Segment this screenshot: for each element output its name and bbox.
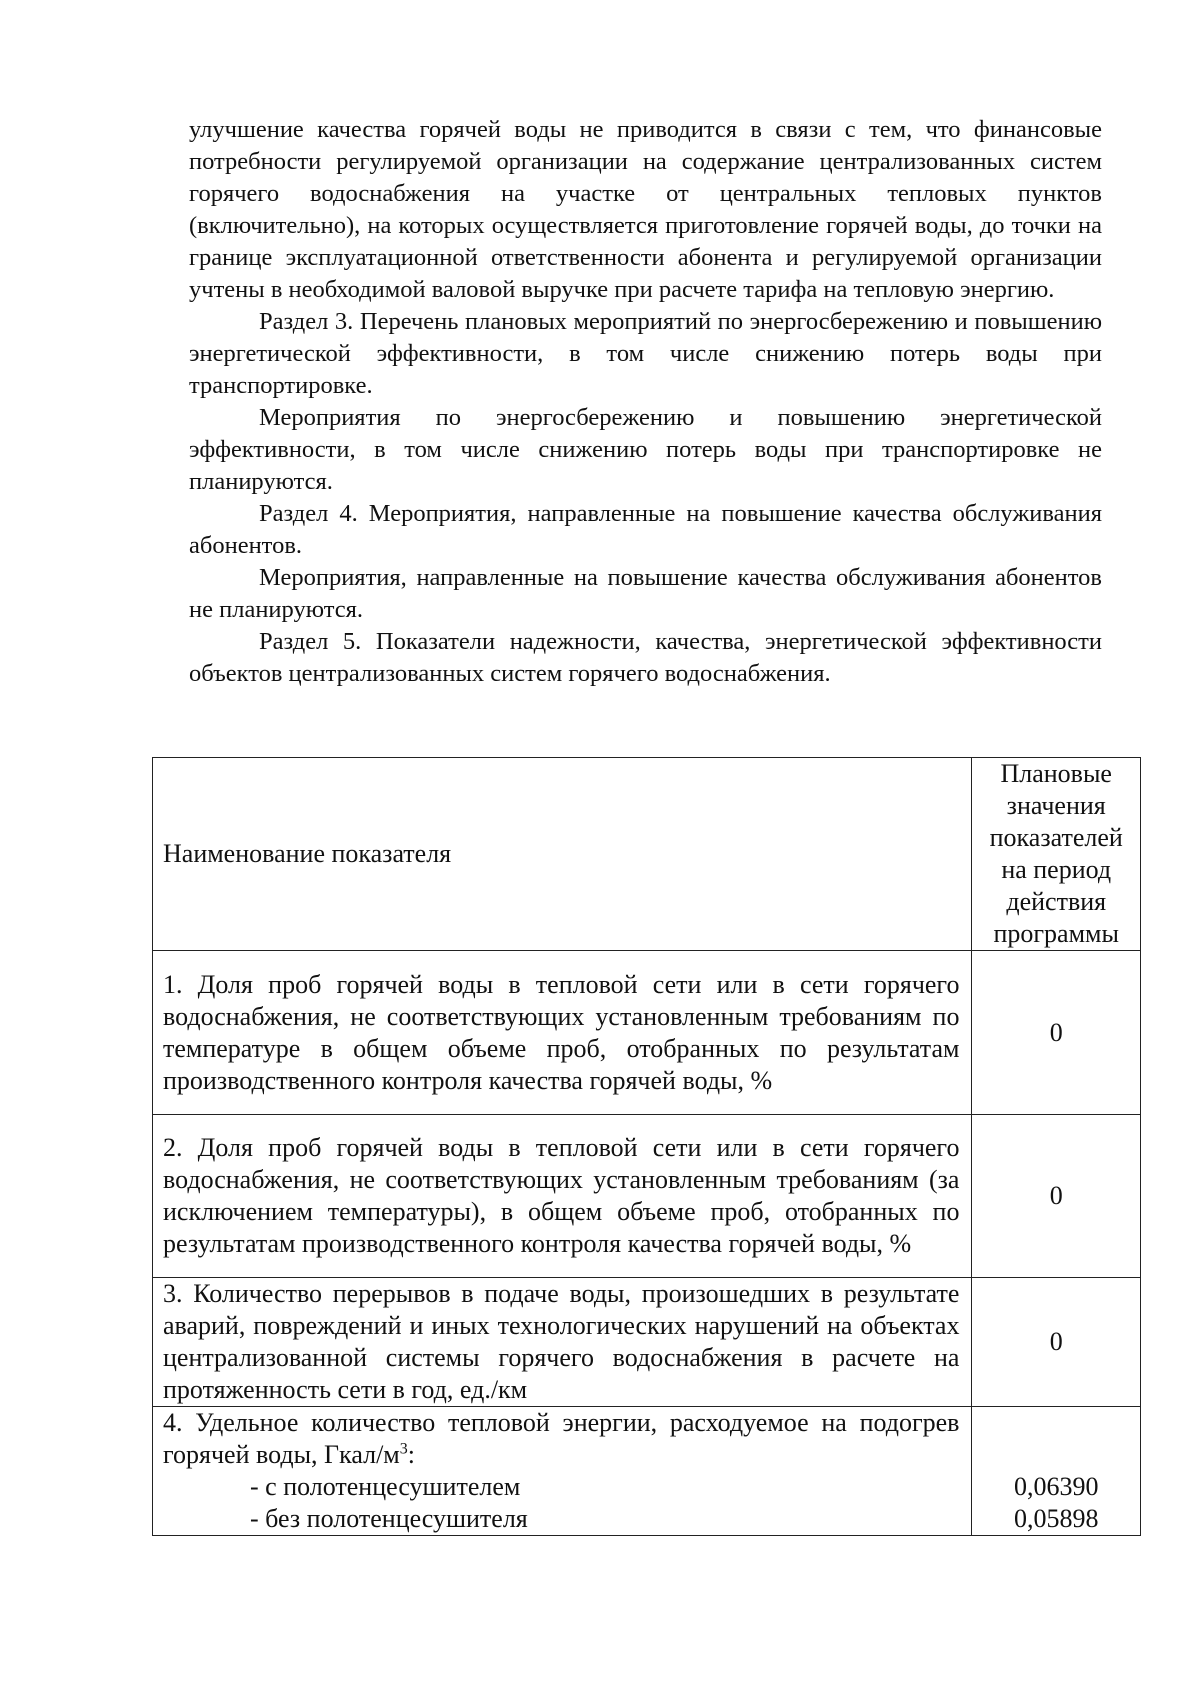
header-indicator-name: Наименование показателя: [153, 758, 972, 951]
row-4-value-without-towel-dryer: 0,05898: [1013, 1504, 1099, 1533]
section-4-body: Мероприятия, направленные на повышение качества обслуживания абонентов не планируются.: [189, 564, 1102, 623]
row-4-name: [153, 1407, 972, 1536]
row-4-value-with-towel-dryer: 0,06390: [1013, 1472, 1099, 1501]
section-3-body: Мероприятия по энергосбережению и повышению энергетической эффективности, в том числе снижению потерь воды при транспортировке не планируются.: [189, 404, 1102, 495]
row-4-values: [972, 1407, 1141, 1536]
header-planned-values: Плановые значения показателей на период действия программы: [972, 758, 1141, 951]
row-3-value: 0: [972, 1278, 1141, 1407]
row-4-sub-with-towel-dryer: - с полотенцесушителем: [250, 1472, 521, 1501]
indicators-table-wrapper: [152, 757, 1141, 1536]
row-1-name: 1. Доля проб горячей воды в тепловой сети или в сети горячего водоснабжения, не соответствующих установленным требованиям по температуре в общем объеме проб, отобранных по результатам производственного контроля качества горячей воды, %: [153, 951, 972, 1115]
paragraph-intro: улучшение качества горячей воды не приводится в связи с тем, что финансовые потребности регулируемой организации на содержание централизованных систем горячего водоснабжения на участке от центральных тепловых пунктов (включительно), на которых осуществляется приготовление горячей воды, до точки на границе эксплуатационной ответственности абонента и регулируемой организации учтены в необходимой валовой выручке при расчете тарифа на тепловую энергию.: [189, 116, 1102, 303]
table-row: [153, 1407, 1141, 1536]
body-text: [189, 114, 1102, 690]
table-row: [153, 1115, 1141, 1278]
indicators-table: [152, 757, 1141, 1536]
row-3-name: 3. Количество перерывов в подаче воды, произошедших в результате аварий, повреждений и иных технологических нарушений на объектах централизованной системы горячего водоснабжения в расчете на протяженность сети в год, ед./км: [153, 1278, 972, 1407]
table-row: [153, 1278, 1141, 1407]
row-4-sub-without-towel-dryer: - без полотенцесушителя: [250, 1504, 528, 1533]
row-2-value: 0: [972, 1115, 1141, 1278]
row-4-title: 4. Удельное количество тепловой энергии, расходуемое на подогрев горячей воды, Гкал/$м^3$:: [163, 1408, 960, 1469]
section-3-heading: Раздел 3. Перечень плановых мероприятий по энергосбережению и повышению энергетической эффективности, в том числе снижению потерь воды при транспортировке.: [189, 308, 1102, 399]
row-2-name: 2. Доля проб горячей воды в тепловой сети или в сети горячего водоснабжения, не соответствующих установленным требованиям (за исключением температуры), в общем объеме проб, отобранных по результатам производственного контроля качества горячей воды, %: [153, 1115, 972, 1278]
row-1-value: 0: [972, 951, 1141, 1115]
section-4-heading: Раздел 4. Мероприятия, направленные на повышение качества обслуживания абонентов.: [189, 500, 1102, 559]
table-row: [153, 951, 1141, 1115]
section-5-heading: Раздел 5. Показатели надежности, качества, энергетической эффективности объектов централизованных систем горячего водоснабжения.: [189, 628, 1102, 687]
table-header-row: [153, 758, 1141, 951]
